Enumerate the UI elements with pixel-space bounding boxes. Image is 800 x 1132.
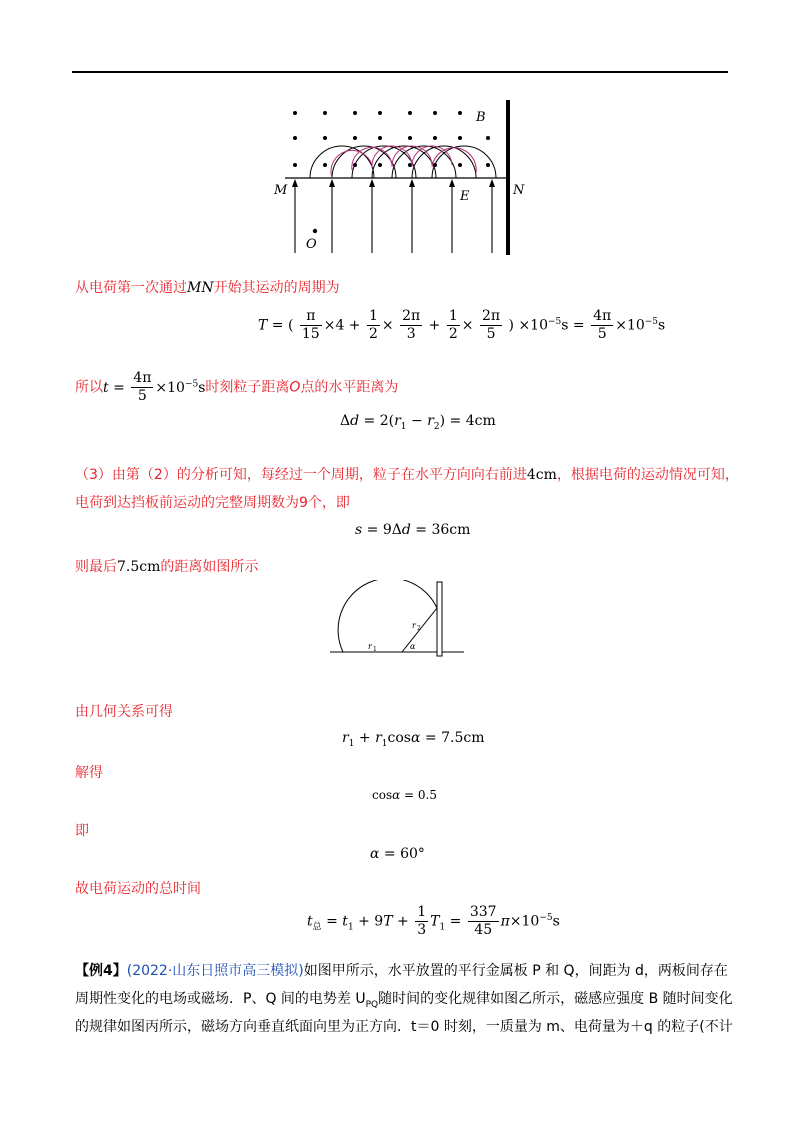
para-geometry: 由几何关系可得 (75, 704, 173, 720)
para-part3: （3）由第（2）的分析可知，每经过一个周期，粒子在水平方向向右前进4cm，根据电荷的运动情况可知， (75, 467, 739, 483)
label-n: N (513, 183, 525, 198)
equation-cos: cosα = 0.5 (372, 788, 437, 802)
label-b: B (476, 110, 486, 125)
label-r1-sub: 1 (373, 646, 377, 653)
equation-s: s = 9Δd = 36cm (355, 522, 471, 538)
example-line-2: 周期性变化的电场或磁场．P、Q 间的电势差 $U_{PQ}$随时间的变化规律如图乙所示，磁感应强度 B 随时间变化 (75, 991, 733, 1010)
label-r2-sub: 2 (417, 625, 421, 632)
label-m: M (274, 183, 288, 198)
example-line-3: 的规律如图丙所示，磁场方向垂直纸面向里为正方向．t＝0 时刻，一质量为 m、电荷量为＋q 的粒子(不计 (75, 1019, 733, 1035)
equation-alpha: α = 60° (370, 846, 425, 862)
para-thus: 即 (75, 823, 89, 839)
label-alpha: α (410, 642, 416, 651)
example-line-1: 【例4】(2022·山东日照市高三模拟)如图甲所示，水平放置的平行金属板 P 和 Q，间距为 d，两板间存在 (75, 963, 728, 979)
magnetic-field-figure (270, 95, 530, 260)
para-last-distance: 则最后7.5cm的距离如图所示 (75, 559, 259, 575)
header-rule (72, 71, 728, 73)
para-period-intro: 从电荷第一次通过MN开始其运动的周期为 (75, 280, 340, 296)
equation-geometry: $r_1 + r_1\cos\alpha = 7.5cm$ (342, 730, 485, 749)
para-cycles: 电荷到达挡板前运动的完整周期数为9个，即 (75, 495, 350, 511)
geometry-figure (330, 580, 470, 660)
label-r2: r (412, 621, 416, 630)
label-e: E (460, 189, 470, 204)
para-total-time: 故电荷运动的总时间 (75, 881, 201, 897)
example-source: (2022·山东日照市高三模拟) (126, 963, 304, 979)
equation-delta-d: $\Delta d = 2(r_1 - r_2) = 4cm$ (340, 413, 496, 432)
equation-total-time: $t_总 = t_1 + 9T$ + $\frac{1}{3}$ $T_1$ = $\frac{337}{45}$ $\pi\times 10^{-5}s$ (307, 904, 560, 938)
label-r1: r (368, 642, 372, 651)
equation-period: T = ( $\frac{\pi}{15}$ ×4 + $\frac{1}{2}$ × $\frac{2\pi}{3}$ + $\frac{1}{2}$ × $\frac{2\pi}{5}$ ) $\times 10^{-5}s$ = $\frac{4\pi}{5}$ $\times 10^{-5}s$ (258, 308, 666, 342)
label-o: O (306, 237, 317, 252)
para-time: 所以t = $\frac{4\pi}{5}$ $\times 10^{-5}s$时刻粒子距离O点的水平距离为 (75, 370, 399, 404)
para-solve: 解得 (75, 765, 103, 781)
